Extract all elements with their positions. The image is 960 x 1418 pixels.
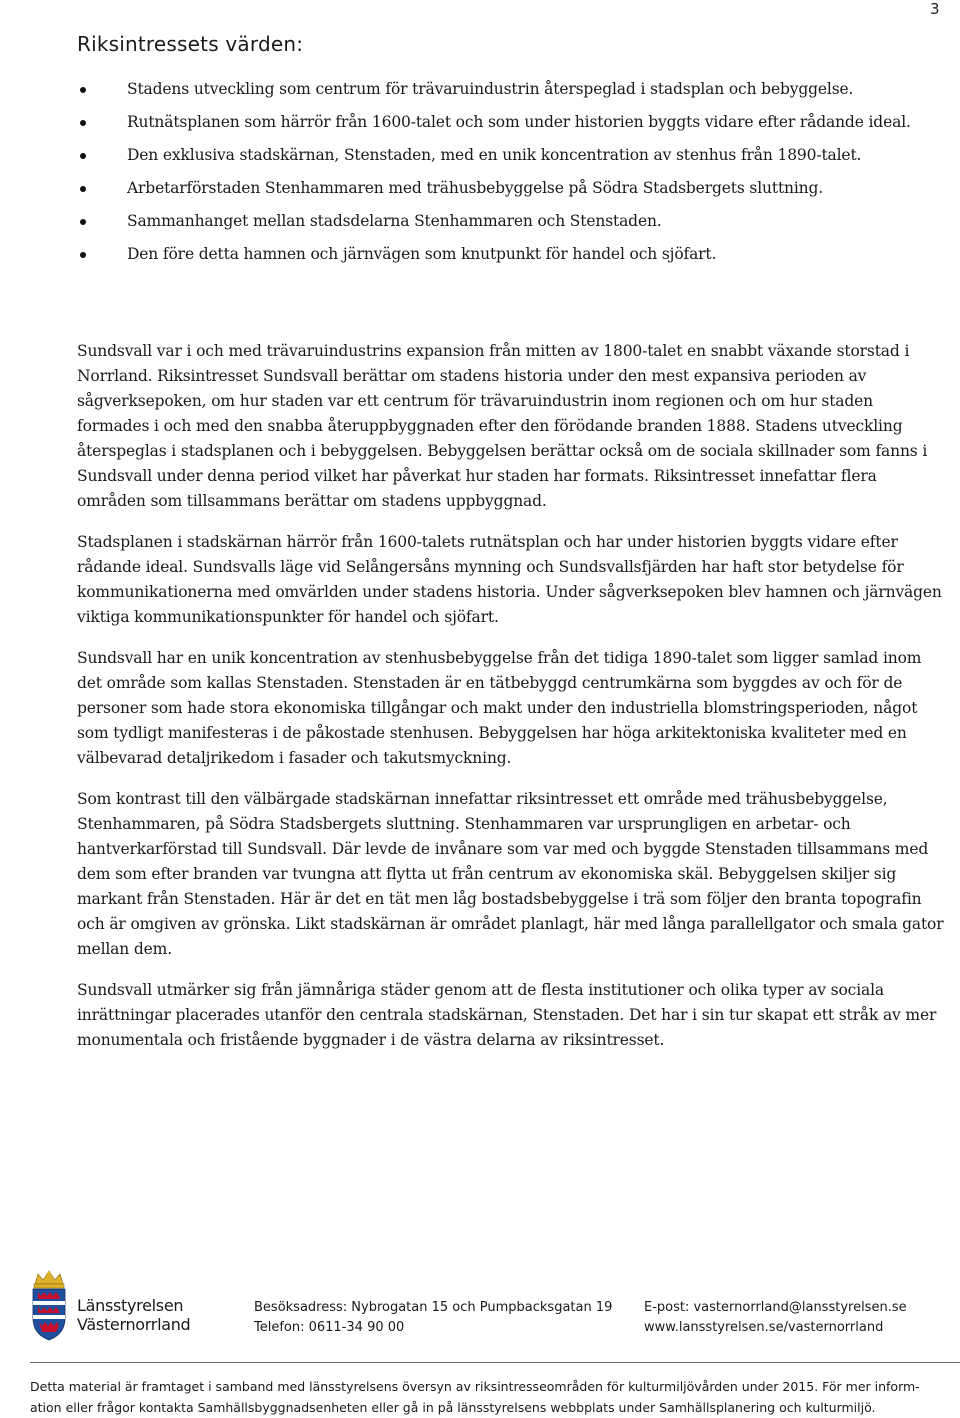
page-number: 3: [930, 0, 940, 18]
body-text: [77, 339, 947, 1069]
list-item: [77, 110, 947, 135]
list-item-text: Den exklusiva stadskärnan, Stenstaden, med en unik koncentration av stenhus från 1890-talet.: [127, 146, 862, 164]
organization-name-line2: Västernorrland: [77, 1315, 191, 1334]
list-item-text: Stadens utveckling som centrum för trävaruindustrin återspeglad i stadsplan och bebyggelse.: [127, 80, 854, 98]
footer-note-line1: Detta material är framtaget i samband med länsstyrelsens översyn av riksintresseområden för kulturmiljövården under 2015. För mer inform-: [30, 1379, 920, 1394]
bullet-icon: [80, 219, 86, 225]
organization-name: [77, 1296, 190, 1334]
paragraph-stenstaden: Sundsvall har en unik koncentration av stenhusbebyggelse från det tidiga 1890-talet som ligger samlad inom det område som kallas Stenstaden. Stenstaden är en tätbebyggd centrumkärna som byggdes av och för de personer som hade stora ekonomiska tillgångar och makt under den industriella blomstringsperioden, något som tydligt manifesteras i de påkostade stenhusen. Bebyggelsen har höga arkitektoniska kvaliteter med en välbevarad detaljrikedom i fasader och takutsmyckning.: [77, 649, 922, 767]
list-item: [77, 242, 947, 267]
page-title: Riksintressets värden:: [77, 32, 304, 56]
paragraph-city-plan: Stadsplanen i stadskärnan härrör från 1600-talets rutnätsplan och har under historien byggts vidare efter rådande ideal. Sundsvalls läge vid Selångersåns mynning och Sundsvallsfjärden har haft stor betydelse för kommunikationerna med omvärlden under stadens historia. Under sågverksepoken blev hamnen och järnvägen viktiga kommunikationspunkter för handel och sjöfart.: [77, 533, 942, 626]
list-item: [77, 176, 947, 201]
bullet-icon: [80, 87, 86, 93]
bullet-icon: [80, 252, 86, 258]
values-bullet-list: [77, 77, 947, 275]
list-item-text: Den före detta hamnen och järnvägen som knutpunkt för handel och sjöfart.: [127, 245, 717, 263]
contact-address-block: [254, 1298, 612, 1338]
website-link[interactable]: www.lansstyrelsen.se/vasternorrland: [644, 1320, 884, 1335]
visit-address: Besöksadress: Nybrogatan 15 och Pumpbacksgatan 19: [254, 1300, 613, 1315]
contact-web-block: [644, 1298, 907, 1338]
organization-name-line1: Länsstyrelsen: [77, 1296, 184, 1315]
list-item-text: Rutnätsplanen som härrör från 1600-talet och som under historien byggts vidare efter rådande ideal.: [127, 113, 911, 131]
list-item-text: Sammanhanget mellan stadsdelarna Stenhammaren och Stenstaden.: [127, 212, 662, 230]
list-item-text: Arbetarförstaden Stenhammaren med trähusbebyggelse på Södra Stadsbergets sluttning.: [127, 179, 824, 197]
paragraph-institutions: Sundsvall utmärker sig från jämnåriga städer genom att de flesta institutioner och olika typer av sociala inrättningar placerades utanför den centrala stadskärnan, Stenstaden. Det har i sin tur skapat ett stråk av mer monumentala och fristående byggnader i de västra delarna av riksintresset.: [77, 981, 937, 1049]
list-item: [77, 77, 947, 102]
bullet-icon: [80, 120, 86, 126]
footer-note: [30, 1376, 935, 1418]
footer-divider: [30, 1362, 960, 1363]
footer-note-line2: ation eller frågor kontakta Samhällsbyggnadsenheten eller gå in på länsstyrelsens webbplats under Samhällsplanering och kulturmiljö.: [30, 1400, 876, 1415]
list-item: [77, 209, 947, 234]
phone-number: Telefon: 0611-34 90 00: [254, 1320, 405, 1335]
bullet-icon: [80, 186, 86, 192]
paragraph-intro: Sundsvall var i och med trävaruindustrins expansion från mitten av 1800-talet en snabbt växande storstad i Norrland. Riksintresset Sundsvall berättar om stadens historia under den mest expansiva perioden av sågverksepoken, om hur staden var ett centrum för trävaruindustrin inom regionen och om hur staden formades i och med den snabba återuppbyggnaden efter den förödande branden 1888. Stadens utveckling återspeglas i stadsplanen och i bebyggelsen. Bebyggelsen berättar också om de sociala skillnader som fanns i Sundsvall under denna period vilket har påverkat hur staden har formats. Riksintresset innefattar flera områden som tillsammans berättar om stadens uppbyggnad.: [77, 342, 928, 510]
list-item: [77, 143, 947, 168]
paragraph-stenhammaren: Som kontrast till den välbärgade stadskärnan innefattar riksintresset ett område med trähusbebyggelse, Stenhammaren, på Södra Stadsbergets sluttning. Stenhammaren var ursprungligen en arbetar- och hantverkarförstad till Sundsvall. Där levde de invånare som var med och byggde Stenstaden tillsammans med dem som efter branden var tvungna att flytta ut från centrum av ekonomiska skäl. Bebyggelsen skiljer sig markant från Stenstaden. Här är det en tät men låg bostadsbebyggelse i trä som följer den branta topografin och är omgiven av grönska. Likt stadskärnan är området planlagt, här med långa parallellgator och smala gator mellan dem.: [77, 790, 944, 958]
email-address: E-post: vasternorrland@lansstyrelsen.se: [644, 1300, 907, 1315]
bullet-icon: [80, 153, 86, 159]
